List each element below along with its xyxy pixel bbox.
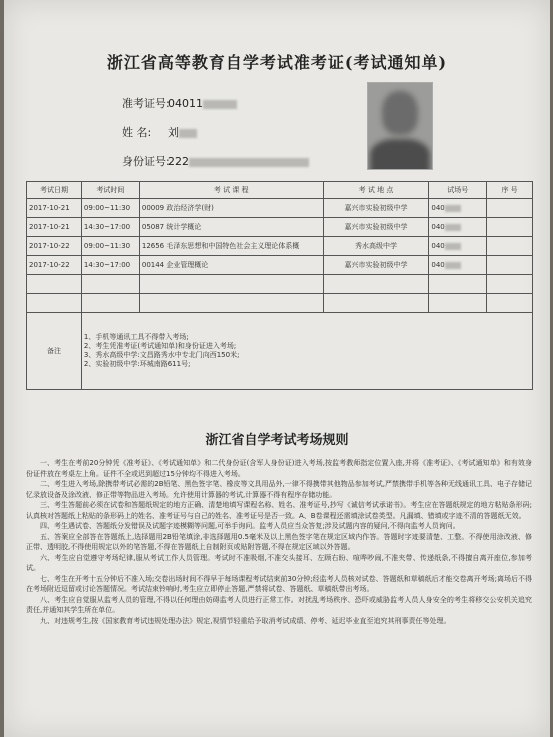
header-exam-date: 考试日期	[27, 182, 82, 199]
remark-line: 3、秀水高级中学:文昌路秀水中专北门向西150米;	[83, 351, 240, 359]
id-number-value: 222	[168, 155, 189, 168]
table-header-row	[27, 182, 533, 199]
remark-notes	[81, 313, 532, 390]
cell-time: 09:00~11:30	[81, 237, 139, 256]
id-number-row	[122, 153, 309, 169]
cell-date: 2017-10-22	[27, 256, 82, 275]
remark-line: 2、实验初级中学:环城南路611号;	[83, 360, 191, 368]
rule-paragraph: 五、答案应全部答在答题纸上,选择题用2B铅笔填涂,非选择题用0.5毫米及以上黑色签字笔在规定区域内作答。答题时字迹要清楚、工整。不得使用涂改液、修正带、透明胶,不得使用规定以外的笔答题,不得在答题纸上自制附页或贴附答题,不得在规定区域以外答题。	[26, 532, 532, 551]
cell-place: 嘉兴市实验初级中学	[323, 218, 429, 237]
redaction-blur	[445, 224, 461, 231]
name-row	[122, 124, 197, 140]
redaction-blur	[445, 205, 461, 212]
table-row	[27, 218, 533, 237]
cell-room	[429, 237, 487, 256]
empty-row	[27, 275, 533, 294]
cell-date: 2017-10-22	[27, 237, 82, 256]
cell-seat	[487, 256, 533, 275]
name-label: 姓 名:	[122, 126, 152, 139]
remark-line: 2、考生凭准考证(考试通知单)和身份证进入考场;	[83, 342, 237, 350]
remark-row	[27, 313, 533, 390]
cell-room-value: 040	[431, 223, 445, 231]
remark-line: 1、手机等通讯工具不得带入考场;	[83, 333, 189, 341]
exam-schedule-table	[26, 181, 533, 390]
cell-seat	[487, 199, 533, 218]
cell-time: 09:00~11:30	[81, 199, 139, 218]
cell-time: 14:30~17:00	[81, 256, 139, 275]
admission-ticket-sheet	[4, 0, 550, 737]
redaction-blur	[203, 100, 237, 109]
rule-paragraph: 二、考生进入考场,除携带考试必需的2B铅笔、黑色签字笔、橡皮等文具用品外,一律不得携带其他物品参加考试,严禁携带手机等各种无线通讯工具、电子存储记忆录放设备及涂改液、修正带等物品进入考场。允许使用计算器的考试,计算器不得有程序存储功能。	[26, 480, 532, 499]
header-room: 试场号	[429, 182, 487, 199]
candidate-photo	[367, 82, 433, 170]
cell-seat	[487, 218, 533, 237]
header-course: 考 试 课 程	[139, 182, 323, 199]
rules-body	[26, 458, 532, 626]
cell-course: 12656 毛泽东思想和中国特色社会主义理论体系概	[139, 237, 323, 256]
rule-paragraph: 一、考生在考前20分钟凭《准考证》、《考试通知单》和二代身份证(含军人身份证)进入考场,按监考教师指定位置入座,并将《准考证》、《考试通知单》和有效身份证件放在考桌左上角。证件不全或迟到超过15分钟均不得进入考场。	[26, 459, 532, 478]
redaction-blur	[189, 158, 309, 167]
empty-row	[27, 294, 533, 313]
cell-room	[429, 218, 487, 237]
cell-place: 嘉兴市实验初级中学	[323, 199, 429, 218]
table-row	[27, 237, 533, 256]
header-location: 考 试 地 点	[323, 182, 429, 199]
cell-date: 2017-10-21	[27, 199, 82, 218]
cell-place: 嘉兴市实验初级中学	[323, 256, 429, 275]
cell-course: 05087 统计学概论	[139, 218, 323, 237]
photo-shoulders-blur	[370, 139, 430, 170]
rule-paragraph: 六、考生应自觉遵守考场纪律,服从考试工作人员管理。考试时不准吸烟,不准交头接耳、左顾右盼、喧哗吵闹,不准夹带、传递纸条,不得擅自离开座位,参加考试。	[26, 553, 532, 572]
rule-paragraph: 七、考生在开考十五分钟后不准入场;交卷出场时间不得早于每场课程考试结束前30分钟;经监考人员核对试卷、答题纸和草稿纸后才能交卷离开考场;离场后不得在考场附近逗留或讨论答题情况。考试结束铃响时,考生应立即停止答题,严禁将试卷、答题纸、草稿纸带出考场。	[26, 574, 532, 593]
cell-place: 秀水高级中学	[323, 237, 429, 256]
ticket-number-row	[122, 95, 237, 111]
table-row	[27, 199, 533, 218]
cell-seat	[487, 237, 533, 256]
remark-label: 备注	[27, 313, 82, 390]
redaction-blur	[445, 243, 461, 250]
cell-room-value: 040	[431, 242, 445, 250]
id-number-label: 身份证号:	[122, 155, 170, 168]
table-row	[27, 256, 533, 275]
cell-room	[429, 256, 487, 275]
cell-room	[429, 199, 487, 218]
rule-paragraph: 四、考生遇试卷、答题纸分发错误及试题字迹模糊等问题,可举手询问。监考人员应当众答复;涉及试题内容的疑问,不得向监考人员询问。	[40, 522, 460, 530]
photo-face-blur	[382, 91, 418, 135]
redaction-blur	[179, 129, 197, 138]
cell-course: 00144 企业管理概论	[139, 256, 323, 275]
header-exam-time: 考试时间	[81, 182, 139, 199]
name-value: 刘	[168, 126, 179, 139]
rule-paragraph: 九、对违规考生,按《国家教育考试违规处理办法》规定,视情节轻重给予取消考试成绩、停考、延迟毕业直至追究其刑事责任等处理。	[40, 616, 451, 625]
rules-title: 浙江省自学考试考场规则	[205, 433, 349, 448]
ticket-number-label: 准考证号:	[122, 97, 170, 110]
rule-paragraph: 三、考生答题前必须在试卷和答题纸规定的地方正确、清楚地填写课程名称、姓名、准考证号,抄写《诚信考试承诺书》。考生应在答题纸规定的地方粘贴条形码;认真核对答题纸上粘贴的条形码上的姓名、准考证号与自己的姓名、准考证号是否一致。A、B卷课程还需填涂试卷类型。凡漏填、错填或字迹不清的答题纸无效。	[26, 501, 532, 520]
cell-date: 2017-10-21	[27, 218, 82, 237]
cell-room-value: 040	[431, 204, 445, 212]
cell-course: 00009 政治经济学(财)	[139, 199, 323, 218]
rule-paragraph: 八、考生应自觉服从监考人员的管理,不得以任何理由妨碍监考人员进行正常工作。对扰乱考场秩序、恐吓或威胁监考人员人身安全的考生将移交公安机关追究责任,并通知其学生所在单位。	[26, 595, 532, 614]
redaction-blur	[445, 262, 461, 269]
cell-time: 14:30~17:00	[81, 218, 139, 237]
header-seat: 序 号	[487, 182, 533, 199]
ticket-number-value: 04011	[168, 97, 203, 110]
document-title: 浙江省高等教育自学考试准考证(考试通知单)	[106, 53, 448, 72]
cell-room-value: 040	[431, 261, 445, 269]
